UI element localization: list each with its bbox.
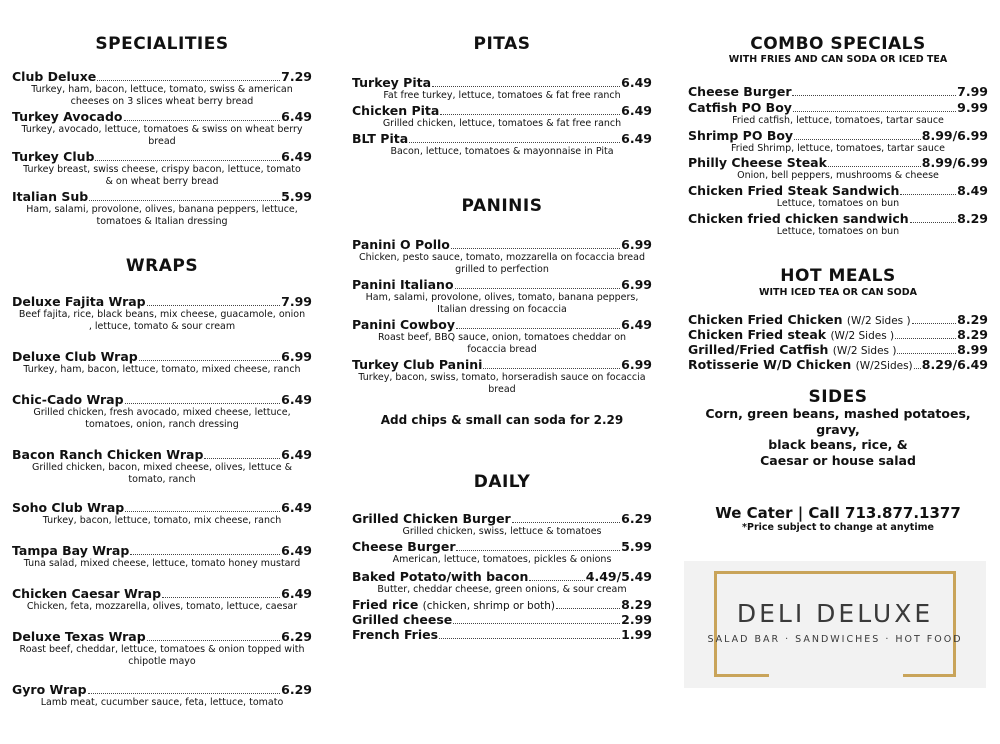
- price-disclaimer: *Price subject to change at anytime: [742, 522, 934, 533]
- menu-item-chicken-fried-chicken: [688, 312, 988, 327]
- wraps-title: WRAPS: [125, 256, 199, 276]
- item-name: Turkey Avocado: [12, 109, 123, 124]
- item-price: 8.49: [957, 183, 988, 198]
- item-price: 6.49: [281, 586, 312, 601]
- item-price: 5.99: [621, 539, 652, 554]
- daily-title: DAILY: [473, 472, 531, 492]
- item-name: Grilled Chicken Burger: [352, 511, 511, 526]
- item-price: 6.99: [621, 357, 652, 372]
- item-name: Cheese Burger: [352, 539, 456, 554]
- pitas-title: PITAS: [473, 34, 531, 54]
- item-price: 6.29: [621, 511, 652, 526]
- deli-deluxe-logo: [684, 561, 986, 688]
- menu-item-grilled-chicken-burger: [352, 511, 652, 538]
- catering-phone: We Cater | Call 713.877.1377: [715, 504, 961, 522]
- item-price: 6.49: [281, 109, 312, 124]
- menu-item-gyro-wrap: [12, 682, 312, 709]
- item-name: Chicken fried chicken sandwich: [688, 211, 909, 226]
- item-price: 6.49: [621, 75, 652, 90]
- logo-title: DELI DELUXE: [736, 599, 934, 628]
- item-description: Ham, salami, provolone, olives, banana peppers, lettuce, tomatoes & Italian dressing: [26, 204, 298, 227]
- item-description: Onion, bell peppers, mushrooms & cheese: [737, 170, 939, 181]
- sides-line: Corn, green beans, mashed potatoes, gravy,: [705, 406, 971, 437]
- item-name: Deluxe Fajita Wrap: [12, 294, 146, 309]
- item-description: Bacon, lettuce, tomatoes & mayonnaise in Pita: [390, 146, 614, 157]
- item-description: Turkey, ham, bacon, lettuce, tomato, swiss & american cheeses on 3 slices wheat berry bread: [31, 84, 293, 107]
- menu-item-chic-cado-wrap: [12, 392, 312, 431]
- item-price: 8.29: [957, 211, 988, 226]
- item-name: Turkey Club: [12, 149, 95, 164]
- item-name: Gyro Wrap: [12, 682, 87, 697]
- menu-item-turkey-pita: [352, 75, 652, 102]
- item-note: (W/2 Sides ): [832, 345, 897, 357]
- menu-item-chicken-pita: [352, 103, 652, 130]
- item-name: Bacon Ranch Chicken Wrap: [12, 447, 204, 462]
- menu-item-blt-pita: [352, 131, 652, 158]
- item-price: 6.49: [621, 103, 652, 118]
- menu-item-shrimp-po-boy: [688, 128, 988, 155]
- item-name: BLT Pita: [352, 131, 409, 146]
- menu-item-turkey-club-panini: [352, 357, 652, 396]
- item-name: Soho Club Wrap: [12, 500, 125, 515]
- item-description: Lettuce, tomatoes on bun: [776, 226, 900, 237]
- item-name: Deluxe Club Wrap: [12, 349, 138, 364]
- menu-item-deluxe-club-wrap: [12, 349, 312, 376]
- item-description: Turkey, bacon, lettuce, tomato, mix cheese, ranch: [42, 515, 282, 526]
- menu-item-grilled-cheese: [352, 612, 652, 627]
- item-description: Fried catfish, lettuce, tomatoes, tartar sauce: [732, 115, 944, 126]
- item-name: Chicken Caesar Wrap: [12, 586, 162, 601]
- item-description: Chicken, feta, mozzarella, olives, tomato, lettuce, caesar: [26, 601, 298, 612]
- menu-item-chicken-fried-steak: [688, 327, 988, 342]
- item-name: Chic-Cado Wrap: [12, 392, 124, 407]
- menu-item-turkey-avocado: [12, 109, 312, 148]
- menu-item-panini-o-pollo: [352, 237, 652, 276]
- item-name: Panini Italiano: [352, 277, 454, 292]
- item-price: 6.49: [281, 149, 312, 164]
- menu-item-cheese-burger: [352, 539, 652, 566]
- item-price: 8.29/6.49: [921, 357, 988, 372]
- item-name: Turkey Pita: [352, 75, 432, 90]
- item-description: American, lettuce, tomatoes, pickles & onions: [392, 554, 612, 565]
- item-description: Fried Shrimp, lettuce, tomatoes, tartar sauce: [731, 143, 945, 154]
- item-description: Lamb meat, cucumber sauce, feta, lettuce, tomato: [40, 697, 284, 708]
- sides-line: black beans, rice, &: [768, 437, 908, 452]
- item-price: 8.29: [957, 327, 988, 342]
- item-name: Chicken Fried steak: [688, 327, 827, 342]
- item-price: 6.99: [621, 237, 652, 252]
- item-description: Roast beef, BBQ sauce, onion, tomatoes cheddar on focaccia bread: [377, 332, 627, 355]
- item-price: 8.29: [957, 312, 988, 327]
- item-description: Grilled chicken, swiss, lettuce & tomatoes: [402, 526, 602, 537]
- item-description: Grilled chicken, lettuce, tomatoes & fat free ranch: [382, 118, 622, 129]
- specialities-title: SPECIALITIES: [95, 34, 229, 54]
- item-price: 7.29: [281, 69, 312, 84]
- item-price: 9.99: [957, 100, 988, 115]
- item-name: Rotisserie W/D Chicken: [688, 357, 852, 372]
- combo-title: COMBO SPECIALS: [750, 34, 926, 54]
- item-note: (chicken, shrimp or both): [422, 600, 556, 612]
- item-name: Club Deluxe: [12, 69, 97, 84]
- item-price: 8.29: [621, 597, 652, 612]
- item-price: 6.49: [281, 500, 312, 515]
- item-name: Philly Cheese Steak: [688, 155, 827, 170]
- item-name: Panini Cowboy: [352, 317, 455, 332]
- hot-meals-title: HOT MEALS: [780, 266, 896, 286]
- menu-item-baked-potato: [352, 569, 652, 596]
- menu-item-french-fries: [352, 627, 652, 642]
- sides-line: Caesar or house salad: [760, 452, 916, 468]
- item-price: 6.99: [621, 277, 652, 292]
- menu-item-philly-cheese-steak: [688, 155, 988, 182]
- item-description: Butter, cheddar cheese, green onions, & sour cream: [377, 584, 627, 595]
- item-name: Italian Sub: [12, 189, 89, 204]
- menu-item-turkey-club: [12, 149, 312, 188]
- menu-item-rotisserie-chicken: [688, 357, 988, 372]
- item-price: 2.99: [621, 612, 652, 627]
- menu-item-tampa-bay-wrap: [12, 543, 312, 570]
- item-description: Turkey, ham, bacon, lettuce, tomato, mixed cheese, ranch: [23, 364, 301, 375]
- item-price: 8.99: [957, 342, 988, 357]
- item-description: Tuna salad, mixed cheese, lettuce, tomato honey mustard: [23, 558, 301, 569]
- item-price: 6.49: [281, 447, 312, 462]
- item-description: Chicken, pesto sauce, tomato, mozzarella on focaccia bread grilled to perfection: [359, 252, 645, 275]
- item-name: Tampa Bay Wrap: [12, 543, 130, 558]
- hot-meals-subtitle: WITH ICED TEA OR CAN SODA: [758, 287, 917, 298]
- item-name: Baked Potato/with bacon: [352, 569, 529, 584]
- menu-item-catfish-po-boy: [688, 100, 988, 127]
- item-name: Panini O Pollo: [352, 237, 450, 252]
- item-price: 4.49/5.49: [585, 569, 652, 584]
- paninis-title: PANINIS: [461, 196, 543, 216]
- menu-item-chicken-fried-steak-sandwich: [688, 183, 988, 210]
- item-name: Grilled/Fried Catfish: [688, 342, 829, 357]
- item-name: Catfish PO Boy: [688, 100, 792, 115]
- menu-item-chicken-caesar-wrap: [12, 586, 312, 613]
- item-price: 6.29: [281, 629, 312, 644]
- item-description: Ham, salami, provolone, olives, tomato, banana peppers, Italian dressing on focaccia: [365, 292, 639, 315]
- menu-item-bacon-ranch-chicken-wrap: [12, 447, 312, 486]
- sides-title: SIDES: [808, 387, 868, 407]
- item-price: 6.99: [281, 349, 312, 364]
- item-name: Turkey Club Panini: [352, 357, 483, 372]
- item-description: Roast beef, cheddar, lettuce, tomatoes & onion topped with chipotle mayo: [19, 644, 305, 667]
- menu-item-combo-cheese-burger: [688, 84, 988, 99]
- menu-item-deluxe-fajita-wrap: [12, 294, 312, 333]
- menu-item-soho-club-wrap: [12, 500, 312, 527]
- item-name: Chicken Pita: [352, 103, 440, 118]
- item-price: 6.49: [281, 392, 312, 407]
- menu-item-chicken-fried-chicken-sandwich: [688, 211, 988, 238]
- menu-item-italian-sub: [12, 189, 312, 228]
- item-price: 6.49: [621, 317, 652, 332]
- item-note: (W/2 Sides ): [846, 315, 911, 327]
- item-name: Cheese Burger: [688, 84, 792, 99]
- item-price: 5.99: [281, 189, 312, 204]
- item-name: Grilled cheese: [352, 612, 453, 627]
- item-price: 6.49: [281, 543, 312, 558]
- sides-list: [688, 406, 988, 468]
- item-description: Grilled chicken, fresh avocado, mixed cheese, lettuce, tomatoes, onion, ranch dressing: [33, 407, 291, 430]
- item-description: Turkey, avocado, lettuce, tomatoes & swiss on wheat berry bread: [21, 124, 303, 147]
- menu-item-deluxe-texas-wrap: [12, 629, 312, 668]
- item-description: Lettuce, tomatoes on bun: [776, 198, 900, 209]
- item-description: Beef fajita, rice, black beans, mix cheese, guacamole, onion , lettuce, tomato & sour cream: [18, 309, 306, 332]
- item-note: (W/2 Sides ): [830, 330, 895, 342]
- item-name: Deluxe Texas Wrap: [12, 629, 146, 644]
- logo-tagline: SALAD BAR · SANDWICHES · HOT FOOD: [707, 634, 963, 645]
- panini-addon-note: Add chips & small can soda for 2.29: [380, 413, 624, 427]
- menu-item-club-deluxe: [12, 69, 312, 108]
- item-name: Chicken Fried Steak Sandwich: [688, 183, 900, 198]
- combo-subtitle: WITH FRIES AND CAN SODA OR ICED TEA: [728, 54, 948, 65]
- item-name: Fried rice: [352, 597, 419, 612]
- item-description: Turkey, bacon, swiss, tomato, horseradish sauce on focaccia bread: [358, 372, 646, 395]
- item-price: 6.29: [281, 682, 312, 697]
- item-note: (W/2Sides): [855, 360, 913, 372]
- item-price: 8.99/6.99: [921, 128, 988, 143]
- item-description: Grilled chicken, bacon, mixed cheese, olives, lettuce & tomato, ranch: [31, 462, 293, 485]
- item-price: 7.99: [957, 84, 988, 99]
- item-price: 7.99: [281, 294, 312, 309]
- item-name: French Fries: [352, 627, 439, 642]
- item-name: Chicken Fried Chicken: [688, 312, 843, 327]
- menu-item-panini-cowboy: [352, 317, 652, 356]
- item-description: Turkey breast, swiss cheese, crispy bacon, lettuce, tomato & on wheat berry bread: [23, 164, 301, 187]
- menu-item-grilled-fried-catfish: [688, 342, 988, 357]
- item-price: 1.99: [621, 627, 652, 642]
- item-price: 8.99/6.99: [921, 155, 988, 170]
- item-description: Fat free turkey, lettuce, tomatoes & fat free ranch: [383, 90, 621, 101]
- menu-item-panini-italiano: [352, 277, 652, 316]
- item-name: Shrimp PO Boy: [688, 128, 794, 143]
- menu-item-fried-rice: [352, 597, 652, 612]
- item-price: 6.49: [621, 131, 652, 146]
